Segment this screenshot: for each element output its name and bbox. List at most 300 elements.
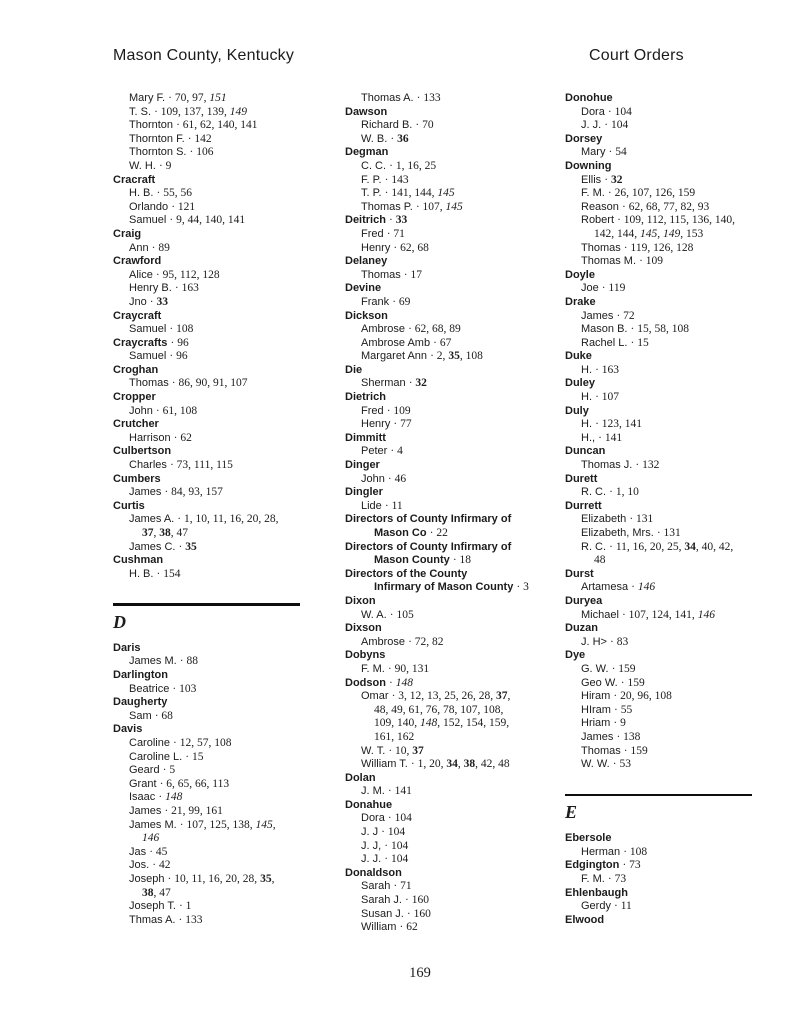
index-entry-line — [565, 663, 771, 677]
entry-name-text: Dora — [581, 105, 608, 118]
entry-name-text: Jno — [129, 295, 150, 308]
index-entry-line — [113, 751, 333, 765]
index-entry-line — [345, 826, 559, 840]
index-entry-surname-line — [345, 310, 559, 324]
page-number-refs: · 55 — [614, 703, 633, 716]
entry-name-text: Caroline — [129, 737, 174, 750]
page-number-refs: · 11, 16, 20, 25, — [609, 540, 685, 553]
page-number-refs: · 104 — [387, 812, 412, 825]
index-entry-surname-line — [345, 214, 559, 228]
entry-name-text: Darlington — [113, 669, 168, 682]
index-entry-line — [565, 846, 771, 860]
page-number-refs: 48, 49, 61, 76, 78, 107, 108, — [374, 703, 504, 716]
index-entry-line — [113, 655, 333, 669]
page-number-refs: 145 — [445, 200, 463, 213]
index-entry-surname-line — [345, 106, 559, 120]
page-number-refs: · 109, 137, 139, — [154, 105, 230, 118]
index-entry-line — [345, 160, 559, 174]
entry-name-text: Daugherty — [113, 696, 168, 709]
entry-name-text: Donahue — [345, 798, 393, 811]
index-entry-line — [345, 527, 559, 541]
page-number-refs: · — [604, 173, 611, 186]
entry-name-text: Jos. — [129, 859, 153, 872]
entry-name-text: Thornton F. — [129, 132, 188, 145]
page-number-refs: · 15, 58, 108 — [630, 323, 689, 336]
index-entry-line — [345, 473, 559, 487]
index-entry-line — [345, 242, 559, 256]
index-entry-surname-line — [345, 255, 559, 269]
entry-name-text: H. — [581, 418, 596, 431]
index-entry-line — [345, 500, 559, 514]
index-entry-line — [565, 119, 771, 133]
index-entry-surname-line — [345, 541, 559, 555]
entry-name-text: Samuel — [129, 350, 170, 363]
entry-name-text: Dimmitt — [345, 431, 386, 444]
index-entry-line — [565, 554, 771, 568]
page-number-refs: · 109, 112, 115, 136, 140, — [617, 214, 736, 227]
page-number-refs: · 72, 82 — [408, 635, 444, 648]
page-number-refs: 38 — [159, 527, 171, 539]
page-number-refs: · 62, 68 — [393, 241, 429, 254]
entry-name-text: F. M. — [361, 662, 388, 675]
entry-name-text: Duly — [565, 404, 589, 417]
index-entry-line — [565, 242, 771, 256]
page-number-refs: 38 — [463, 758, 476, 771]
entry-name-text: HIram — [581, 703, 614, 716]
index-entry-line — [345, 554, 559, 568]
entry-name-text: Cropper — [113, 391, 156, 404]
index-entry-surname-line — [345, 146, 559, 160]
entry-name-text: Samuel — [129, 214, 170, 227]
index-entry-surname-line — [565, 269, 771, 283]
index-entry-line — [565, 418, 771, 432]
index-entry-line — [113, 201, 333, 215]
page-number-refs: , — [153, 527, 160, 539]
index-entry-line — [113, 541, 333, 555]
page-number-refs: , — [657, 227, 663, 240]
index-entry-surname-line — [565, 568, 771, 582]
entry-name-text: James M. — [129, 818, 180, 831]
page-number-refs: 109, 140, — [374, 717, 420, 730]
entry-name-text: Rachel L. — [581, 336, 631, 349]
entry-name-text: Dolan — [345, 771, 376, 784]
page-number-refs: · 104 — [384, 839, 409, 852]
entry-name-text: Joseph T. — [129, 900, 179, 913]
entry-name-text: Beatrice — [129, 682, 173, 695]
index-entry-surname-line — [565, 473, 771, 487]
entry-name-text: James C. — [129, 540, 179, 553]
index-entry-line — [345, 717, 559, 731]
page-number-refs: 35 — [185, 540, 197, 553]
entry-name-text: Susan J. — [361, 907, 407, 920]
entry-name-text: Geard — [129, 764, 163, 777]
entry-name-text: Jas — [129, 845, 150, 858]
index-entry-line — [113, 900, 333, 914]
page-number-refs: 146 — [637, 581, 656, 594]
page-number-refs: · 107, 124, 141, — [621, 608, 698, 621]
index-entry-line — [345, 133, 559, 147]
index-entry-surname-line — [345, 799, 559, 813]
index-entry-line — [113, 568, 333, 582]
entry-name-text: H. B. — [129, 187, 157, 200]
index-entry-line — [565, 486, 771, 500]
index-entry-surname-line — [113, 723, 333, 737]
page-number-refs: · 138 — [616, 730, 641, 743]
entry-name-text: Herman — [581, 845, 624, 858]
index-entry-surname-line — [565, 445, 771, 459]
page-number-refs: · 45 — [149, 845, 168, 858]
index-entry-surname-line — [113, 228, 333, 242]
page-number-refs: · 71 — [393, 880, 412, 893]
page-number-refs: · 9 — [613, 717, 626, 730]
index-entry-surname-line — [345, 391, 559, 405]
index-entry-line — [565, 323, 771, 337]
index-entry-line — [113, 683, 333, 697]
index-entry-line — [113, 710, 333, 724]
page-number-refs: · 104 — [381, 826, 406, 839]
page-number-refs: · 70, 97, — [168, 92, 210, 104]
page-number-refs: · 1, 10, 11, 16, 20, 28, — [177, 513, 279, 526]
page-number-refs: · 109 — [639, 255, 664, 268]
page-number-refs: · 12, 57, 108 — [173, 737, 232, 750]
page-number-refs: · 141, 144, — [384, 187, 438, 200]
page-number-refs: · 73 — [622, 859, 641, 872]
page-number-refs: · 163 — [595, 363, 620, 376]
index-entry-surname-line — [345, 595, 559, 609]
entry-name-text: Durrett — [565, 499, 602, 512]
page-number-refs: 33 — [156, 295, 169, 308]
index-entry-line — [565, 704, 771, 718]
index-entry-surname-line — [113, 255, 333, 269]
entry-name-text: Isaac — [129, 791, 159, 804]
index-entry-surname-line — [113, 642, 333, 656]
entry-name-text: Drake — [565, 295, 596, 308]
index-entry-surname-line — [565, 405, 771, 419]
entry-name-text: Duzan — [565, 622, 598, 635]
entry-name-text: Crutcher — [113, 418, 159, 431]
index-entry-line — [113, 778, 333, 792]
index-entry-line — [113, 513, 333, 527]
index-entry-surname-line — [565, 500, 771, 514]
entry-name-text: W. T. — [361, 744, 389, 757]
index-entry-line — [113, 486, 333, 500]
page-number-refs: 34 — [684, 540, 696, 553]
entry-name-text: Thomas A. — [361, 92, 417, 104]
index-entry-line — [113, 832, 333, 846]
entry-name-text: Thomas — [129, 377, 172, 390]
index-entry-line — [565, 758, 771, 772]
page-number-refs: · — [389, 214, 396, 227]
entry-name-text: Durett — [565, 472, 598, 485]
index-entry-surname-line — [565, 622, 771, 636]
page-number-refs: 149 — [229, 105, 248, 118]
page-number-refs: · 73, 111, 115 — [169, 459, 233, 472]
page-number-refs: · 17 — [403, 268, 423, 281]
page-number-refs: · 163 — [174, 282, 199, 295]
index-entry-surname-line — [345, 867, 559, 881]
index-entry-surname-line — [113, 500, 333, 514]
page-number-refs: · 103 — [172, 682, 197, 695]
index-entry-line — [345, 758, 559, 772]
entry-name-text: Peter — [361, 445, 391, 458]
page-number-refs: · 72 — [616, 309, 635, 322]
entry-name-text: Degman — [345, 146, 389, 159]
index-entry-line — [345, 92, 559, 106]
page-number-refs: · — [178, 540, 186, 553]
entry-name-text: Ann — [129, 241, 152, 254]
entry-name-text: Ambrose Amb — [361, 336, 434, 349]
entry-name-text: Dietrich — [345, 391, 386, 404]
index-entry-line — [345, 201, 559, 215]
page-number-refs: 151 — [209, 92, 227, 104]
entry-name-text: J. J. — [361, 853, 385, 866]
page-number-refs: · 105 — [389, 608, 414, 621]
index-entry-surname-line — [565, 914, 771, 928]
index-entry-line — [345, 187, 559, 201]
index-entry-surname-line — [565, 296, 771, 310]
page-number-refs: · 69 — [392, 295, 411, 308]
page-number-refs: · — [389, 676, 396, 689]
page-number-refs: · 132 — [635, 459, 660, 472]
page-number-refs: · 1, 20, — [410, 758, 447, 771]
entry-name-text: H. — [581, 391, 596, 404]
page-number-refs: , 152, 154, 159, — [437, 717, 510, 730]
index-entry-line — [565, 541, 771, 555]
index-entry-line — [565, 513, 771, 527]
index-entry-line — [345, 894, 559, 908]
index-entry-surname-line — [565, 377, 771, 391]
entry-name-text: Dodson — [345, 676, 389, 689]
page-number-refs: · 86, 90, 91, 107 — [171, 377, 248, 390]
entry-name-text: G. W. — [581, 662, 612, 675]
index-entry-line — [113, 119, 333, 133]
index-entry-line — [345, 731, 559, 745]
index-column-2 — [345, 92, 559, 935]
page-number-refs: · 159 — [623, 744, 648, 757]
section-letter-heading: E — [565, 802, 578, 823]
index-entry-line — [345, 880, 559, 894]
index-entry-line — [113, 92, 333, 106]
index-entry-surname-line — [113, 445, 333, 459]
entry-name-text: Craycraft — [113, 309, 162, 322]
page-number-refs: 146 — [697, 608, 715, 621]
entry-name-text: W. W. — [581, 758, 613, 771]
page-number-refs: · 73 — [607, 872, 627, 885]
section-letter-heading: D — [113, 611, 126, 632]
index-entry-line — [345, 704, 559, 718]
entry-name-text: Ambrose — [361, 323, 409, 336]
index-entry-surname-line — [113, 391, 333, 405]
entry-name-text: W. H. — [129, 159, 159, 172]
page-number-refs: , — [271, 872, 275, 885]
entry-name-text: James M. — [129, 655, 180, 668]
entry-name-text: William T. — [361, 758, 411, 771]
entry-name-text: Donaldson — [345, 866, 402, 879]
page-number-refs: · 141 — [387, 785, 412, 798]
page-number-refs: · 131 — [656, 527, 681, 539]
entry-name-text: Frank — [361, 295, 393, 308]
page-number-refs: · 154 — [156, 567, 181, 580]
page-number-refs: · 6, 65, 66, 113 — [159, 777, 230, 790]
page-number-refs: · 2, — [430, 350, 449, 363]
index-entry-line — [113, 146, 333, 160]
page-number-refs: · 62, 68, 89 — [408, 323, 461, 336]
page-number-refs: · 133 — [178, 913, 203, 926]
index-entry-surname-line — [113, 669, 333, 683]
entry-name-text: Artamesa — [581, 581, 632, 594]
index-entry-line — [345, 581, 559, 595]
entry-name-text: Omar — [361, 690, 392, 703]
page-number-refs: · 61, 62, 140, 141 — [176, 119, 258, 132]
index-entry-line — [113, 106, 333, 120]
entry-name-text: John — [129, 404, 156, 417]
entry-name-text: T. P. — [361, 187, 385, 200]
index-entry-line — [565, 677, 771, 691]
entry-name-text: Joseph — [129, 872, 168, 885]
page-number-refs: · 4 — [390, 445, 403, 458]
entry-name-text: Delaney — [345, 255, 388, 268]
entry-name-text: Charles — [129, 459, 170, 472]
page-number-refs: · 133 — [416, 92, 441, 104]
page-number-refs: , 47 — [153, 886, 171, 899]
entry-name-text: James — [129, 486, 165, 499]
page-number-refs: 149 — [663, 227, 681, 240]
index-entry-line — [345, 609, 559, 623]
page-number-refs: · — [390, 132, 398, 145]
page-number-refs: · 107, — [415, 200, 446, 213]
page-number-refs: · 26, 107, 126, 159 — [607, 187, 696, 200]
index-entry-surname-line — [565, 133, 771, 147]
entry-name-text: Alice — [129, 268, 156, 281]
entry-name-text: R. C. — [581, 486, 610, 499]
entry-name-text: Fred — [361, 404, 387, 417]
index-entry-surname-line — [565, 859, 771, 873]
entry-name-text: Mary F. — [129, 92, 169, 104]
entry-name-text: Thomas — [361, 268, 404, 281]
page-number-refs: · — [149, 295, 157, 308]
page-number-refs: , 47 — [170, 527, 188, 539]
page-number-refs: · 1, 16, 25 — [389, 159, 437, 172]
entry-name-text: Davis — [113, 723, 143, 736]
entry-name-text: Henry B. — [129, 282, 175, 295]
page-number-refs: 38 — [142, 886, 154, 899]
page-number-refs: · 15 — [185, 750, 204, 763]
page-number-refs: · 53 — [612, 758, 631, 771]
index-entry-line — [565, 636, 771, 650]
page-number-refs: 145 — [437, 187, 455, 200]
entry-name-text: Elizabeth, Mrs. — [581, 527, 657, 539]
entry-name-text: Sarah J. — [361, 894, 406, 907]
entry-name-text: R. C. — [581, 540, 610, 553]
page-number-refs: · 109 — [386, 404, 411, 417]
entry-name-text: Dorsey — [565, 132, 603, 145]
index-entry-line — [345, 377, 559, 391]
entry-name-text: Elwood — [565, 913, 605, 926]
page-number-refs: · 10, 11, 16, 20, 28, — [167, 872, 261, 885]
index-entry-line — [565, 581, 771, 595]
entry-name-text: Mason B. — [581, 323, 631, 336]
entry-name-text: Dingler — [345, 486, 383, 499]
entry-name-text: W. A. — [361, 608, 390, 621]
page-number-refs: · 20, 96, 108 — [613, 690, 672, 703]
index-entry-line — [565, 432, 771, 446]
entry-name-text: Duryea — [565, 594, 603, 607]
entry-name-text: Die — [345, 363, 363, 376]
entry-name-text: Ambrose — [361, 635, 409, 648]
page-number-refs: · 54 — [608, 146, 627, 159]
entry-name-text: Ehlenbaugh — [565, 886, 628, 899]
page-number-refs: · — [158, 791, 166, 804]
page-number-refs: 48 — [594, 554, 606, 567]
index-entry-line — [113, 242, 333, 256]
index-entry-line — [345, 840, 559, 854]
entry-name-text: Thomas J. — [581, 459, 636, 472]
entry-name-text: Grant — [129, 777, 160, 790]
entry-name-text: F. M. — [581, 187, 608, 200]
page-number-refs: 37 — [412, 744, 424, 757]
index-entry-line — [565, 717, 771, 731]
entry-name-text: Michael — [581, 608, 622, 621]
entry-name-text: Margaret Ann — [361, 350, 431, 363]
entry-name-text: Sam — [129, 709, 155, 722]
page-number-refs: · 70 — [415, 119, 434, 132]
index-entry-line — [113, 133, 333, 147]
entry-name-text: Dinger — [345, 459, 380, 472]
page-number-refs: · 68 — [154, 709, 173, 722]
index-entry-surname-line — [113, 696, 333, 710]
entry-name-text: Cumbers — [113, 472, 161, 485]
page-number-refs: · 3, 12, 13, 25, 26, 28, — [391, 690, 497, 703]
index-entry-line — [113, 350, 333, 364]
entry-name-text: Elizabeth — [581, 513, 630, 526]
entry-name-text: W. B. — [361, 132, 391, 145]
entry-name-text: Hriam — [581, 717, 614, 730]
running-header-right: Court Orders — [589, 47, 684, 64]
entry-name-text: Thomas P. — [361, 200, 416, 213]
page-number-refs: · 119, 126, 128 — [623, 241, 694, 254]
index-entry-surname-line — [113, 418, 333, 432]
page-number-refs: · 141 — [598, 431, 623, 444]
page-number-refs: · 108 — [623, 845, 648, 858]
page-number-refs: 148 — [420, 717, 438, 730]
entry-name-text: Edgington — [565, 859, 623, 872]
entry-name-text: Crawford — [113, 255, 162, 268]
entry-name-text: Mary — [581, 146, 609, 159]
page-number-refs: · 160 — [405, 894, 429, 907]
entry-name-text: Directors of County Infirmary of — [345, 540, 512, 553]
entry-name-text: Thornton — [129, 119, 177, 132]
index-entry-line — [565, 106, 771, 120]
section-divider-rule — [565, 794, 752, 797]
entry-name-text: Infirmary of Mason County — [374, 581, 517, 594]
index-entry-line — [113, 846, 333, 860]
entry-name-text: Thornton S. — [129, 146, 190, 159]
page-number-refs: 142, 144, — [594, 227, 640, 240]
page-number-refs: , — [272, 818, 276, 831]
index-entry-line — [113, 323, 333, 337]
index-entry-line — [345, 269, 559, 283]
index-entry-line — [565, 146, 771, 160]
page-number-refs: 33 — [395, 214, 408, 227]
entry-name-text: William — [361, 921, 400, 934]
index-entry-line — [345, 663, 559, 677]
entry-name-text: Craycrafts — [113, 336, 171, 349]
entry-name-text: Donohue — [565, 92, 613, 104]
entry-name-text: Durst — [565, 567, 594, 580]
entry-name-text: Geo W. — [581, 676, 621, 689]
index-entry-surname-line — [565, 595, 771, 609]
entry-name-text: J. M. — [361, 785, 388, 798]
